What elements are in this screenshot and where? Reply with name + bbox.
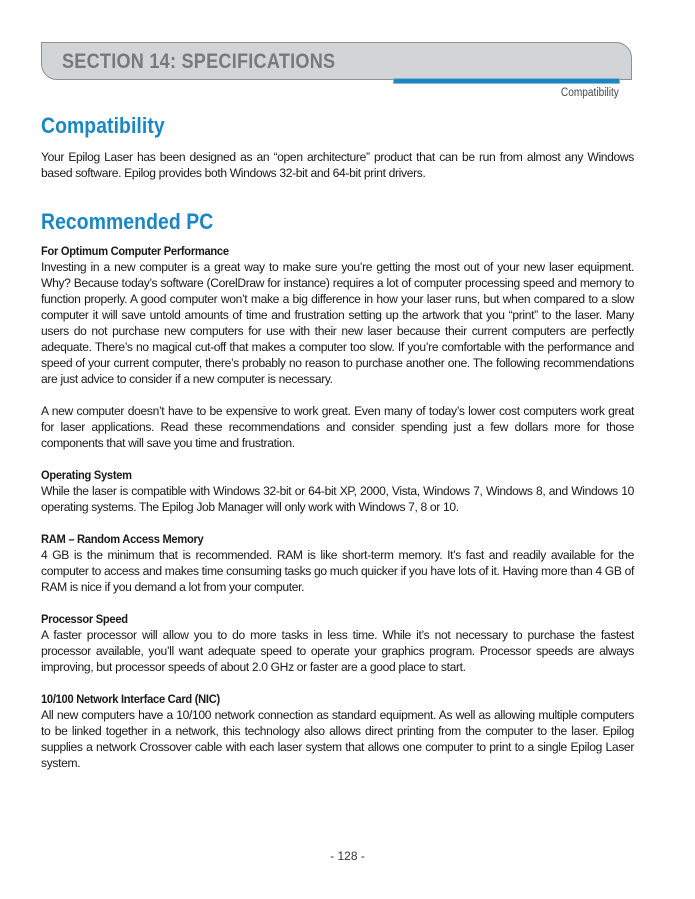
os-subheading: Operating System	[41, 468, 132, 482]
page-number: - 128 -	[330, 849, 365, 863]
ram-body: 4 GB is the minimum that is recommended. RAM is like short-term memory. It’s fast and readily available for the computer to access and makes time consuming tasks go much quicker if you have lots of it. Having more than 4 GB of RAM is nice if you demand a lot from your computer.	[41, 548, 634, 594]
recommended-pc-heading: Recommended PC	[41, 209, 214, 234]
accent-bar	[393, 78, 620, 84]
compatibility-body: Your Epilog Laser has been designed as an “open architecture” product that can be run from almost any Windows based software. Epilog provides both Windows 32-bit and 64-bit print drivers.	[41, 150, 634, 180]
nic-body: All new computers have a 10/100 network connection as standard equipment. As well as allowing multiple computers to be linked together in a network, this technology also allows direct printing from the computer to the laser. Epilog supplies a network Crossover cable with each laser system that allows one computer to print to a single Epilog Laser system.	[41, 708, 634, 770]
section-title: SECTION 14: SPECIFICATIONS	[62, 50, 336, 73]
page-content	[41, 113, 634, 771]
performance-paragraph-1: Investing in a new computer is a great way to make sure you’re getting the most out of your new laser equipment. Why? Because today’s software (CorelDraw for instance) requires a lot of computer processing speed and memory to function properly. A good computer won’t make a big difference in how your laser runs, but when compared to a slow computer it will save untold amounts of time and frustration setting up the artwork that you “print” to the laser. Many users do not purchase new computers for use with their new laser because their current computers are perfectly adequate. There’s no magical cut-off that makes a computer too slow. If you’re comfortable with the performance and speed of your current computer, there’s probably no reason to purchase another one. The following recommendations are just advice to consider if a new computer is necessary.	[41, 260, 634, 386]
performance-subheading: For Optimum Computer Performance	[41, 244, 229, 258]
processor-body: A faster processor will allow you to do more tasks in less time. While it’s not necessary to purchase the fastest processor available, you’ll want adequate speed to operate your graphics program. Processor speeds are always improving, but processor speeds of about 2.0 GHz or faster are a good place to start.	[41, 628, 634, 674]
processor-subheading: Processor Speed	[41, 612, 128, 626]
nic-subheading: 10/100 Network Interface Card (NIC)	[41, 692, 220, 706]
ram-subheading: RAM – Random Access Memory	[41, 532, 204, 546]
section-banner	[41, 42, 632, 80]
running-head: Compatibility	[561, 87, 619, 99]
os-body: While the laser is compatible with Windows 32-bit or 64-bit XP, 2000, Vista, Windows 7, Windows 8, and Windows 10 operating systems. The Epilog Job Manager will only work with Windows 7, 8 or 10.	[41, 484, 634, 514]
compatibility-heading: Compatibility	[41, 113, 165, 138]
performance-paragraph-2: A new computer doesn’t have to be expensive to work great. Even many of today’s lower cost computers work great for laser applications. Read these recommendations and consider spending just a few dollars more for those components that will save you time and frustration.	[41, 404, 634, 450]
